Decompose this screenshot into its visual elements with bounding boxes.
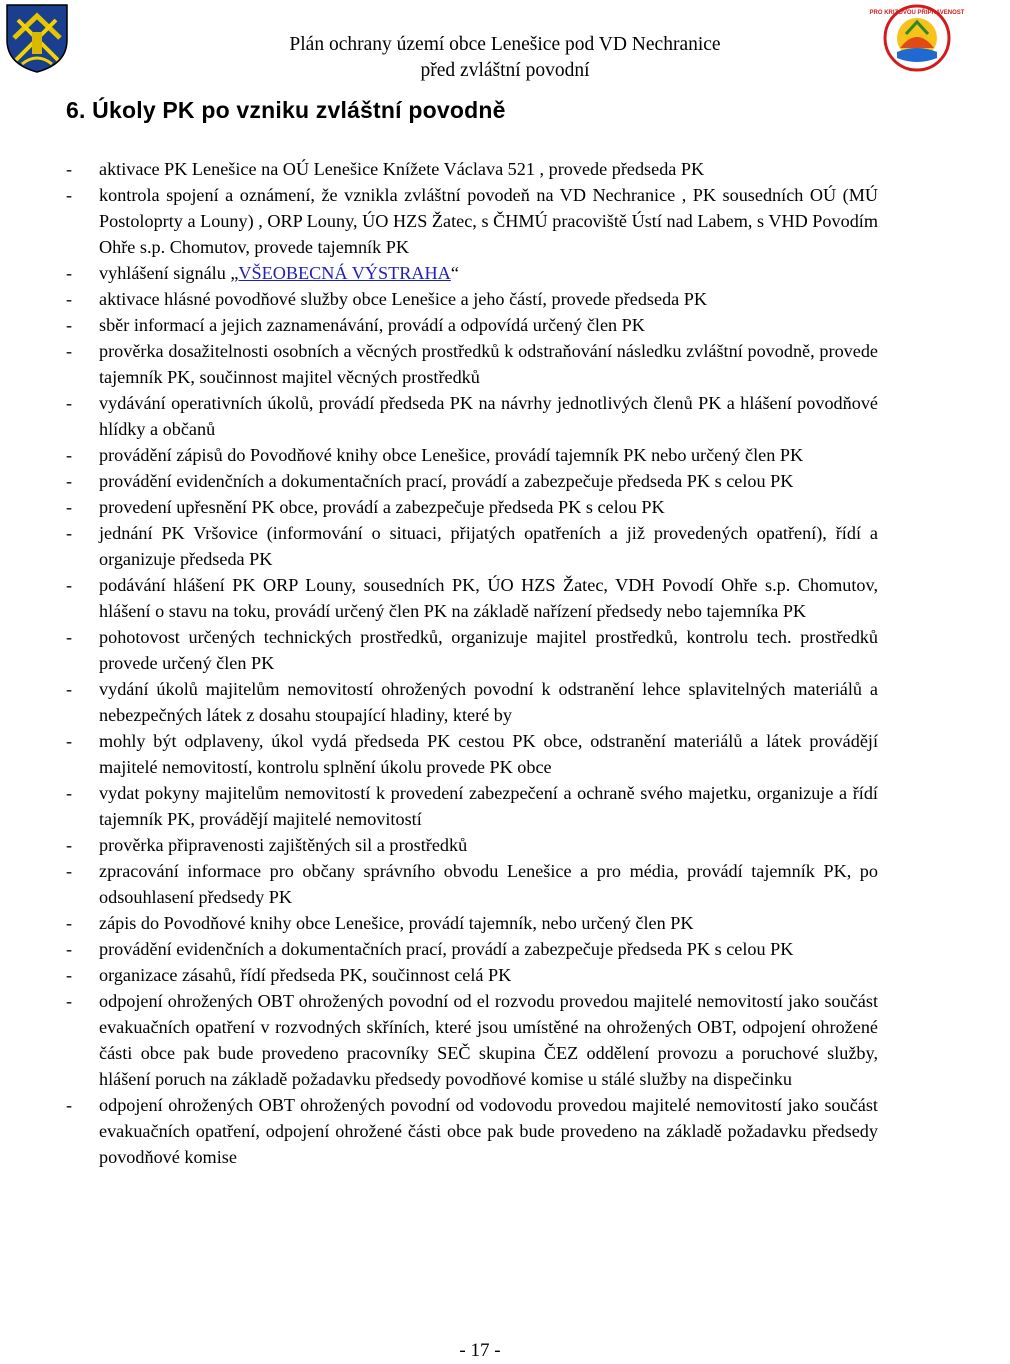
list-item [66, 156, 878, 182]
list-marker: - [66, 315, 73, 335]
list-item-text: pohotovost určených technických prostředků, organizuje majitel prostředků, kontrolu tech. prostředků provede určený člen PK [99, 627, 878, 673]
list-marker: - [66, 835, 73, 855]
list-item-text: odpojení ohrožených OBT ohrožených povodní od vodovodu provedou majitelé nemovitostí jako součást evakuačních opatření, odpojení ohrožené části obce pak bude provedeno na základě požadavku předsedy povodňové komise [99, 1095, 878, 1167]
list-item-text: aktivace hlásné povodňové služby obce Lenešice a jeho částí, provede předseda PK [99, 289, 708, 309]
list-marker: - [66, 1095, 73, 1115]
list-item-text: podávání hlášení PK ORP Louny, sousedních PK, ÚO HZS Žatec, VDH Povodí Ohře s.p. Chomutov, hlášení o stavu na toku, provádí určený člen PK na základě nařízení předsedy nebo tajemníka PK [99, 575, 878, 621]
list-item-text: prověrka připravenosti zajištěných sil a prostředků [99, 835, 468, 855]
list-item-text: zápis do Povodňové knihy obce Lenešice, provádí tajemník, nebo určený člen PK [99, 913, 694, 933]
list-marker: - [66, 497, 73, 517]
document-title: Plán ochrany území obce Lenešice pod VD Nechranice [289, 34, 721, 55]
list-marker: - [66, 185, 73, 205]
list-item-text: vydat pokyny majitelům nemovitostí k provedení zabezpečení a ochraně svého majetku, organizuje a řídí tajemník PK, provádějí majitelé nemovitostí [99, 783, 878, 829]
list-marker: - [66, 159, 73, 179]
list-marker: - [66, 679, 73, 699]
list-marker: - [66, 393, 73, 413]
page-number: - 17 - [459, 1340, 501, 1361]
list-marker: - [66, 731, 73, 751]
list-item-text: aktivace PK Lenešice na OÚ Lenešice Knížete Václava 521 , provede předseda PK [99, 159, 705, 179]
list-marker: - [66, 783, 73, 803]
list-item-text: provádění zápisů do Povodňové knihy obce Lenešice, provádí tajemník PK nebo určený člen PK [99, 445, 804, 465]
list-item-text: kontrola spojení a oznámení, že vznikla zvláštní povodeň na VD Nechranice , PK sousedních OÚ (MÚ Postoloprty a Louny) , ORP Louny, ÚO HZS Žatec, s ČHMÚ pracoviště Ústí nad Labem, s VHD Povodím Ohře s.p. Chomutov, provede tajemník PK [99, 185, 878, 257]
page-header [0, 0, 965, 90]
list-item [66, 676, 878, 728]
crisis-plan-emblem [869, 4, 965, 72]
list-item [66, 390, 878, 442]
list-marker: - [66, 523, 73, 543]
list-item [66, 1092, 878, 1170]
list-item [66, 572, 878, 624]
list-item-text: jednání PK Vršovice (informování o situaci, přijatých opatřeních a již provedených opatření), řídí a organizuje předseda PK [99, 523, 878, 569]
list-item-text: prověrka dosažitelnosti osobních a věcných prostředků k odstraňování následku zvláštní povodně, provede tajemník PK, součinnost majitel věcných prostředků [99, 341, 878, 387]
alarm-prefix: vyhlášení signálu „ [99, 263, 239, 283]
list-marker: - [66, 575, 73, 595]
list-marker: - [66, 861, 73, 881]
list-item [66, 780, 878, 832]
list-marker: - [66, 991, 73, 1011]
alarm-suffix: “ [450, 263, 459, 283]
list-item-text: vydávání operativních úkolů, provádí předseda PK na návrhy jednotlivých členů PK a hlášení povodňové hlídky a občanů [99, 393, 878, 439]
list-item [66, 988, 878, 1092]
list-item [66, 338, 878, 390]
list-marker: - [66, 445, 73, 465]
list-item [66, 624, 878, 676]
list-item-alarm [66, 260, 878, 286]
section-heading: 6. Úkoly PK po vzniku zvláštní povodně [66, 97, 506, 123]
list-item [66, 312, 878, 338]
list-item [66, 182, 878, 260]
list-item [66, 962, 878, 988]
document-subtitle: před zvláštní povodní [420, 60, 590, 81]
emblem-text: PRO KRIZOVOU PŘIPRAVENOST [869, 10, 965, 16]
list-marker: - [66, 289, 73, 309]
alarm-signal-link[interactable]: VŠEOBECNÁ VÝSTRAHA [238, 263, 451, 283]
list-item [66, 910, 878, 936]
list-item [66, 858, 878, 910]
list-item-text: organizace zásahů, řídí předseda PK, součinnost celá PK [99, 965, 512, 985]
list-marker: - [66, 913, 73, 933]
list-marker: - [66, 341, 73, 361]
task-list [66, 156, 878, 1170]
list-item-text: zpracování informace pro občany správního obvodu Lenešice a pro média, provádí tajemník PK, po odsouhlasení předsedy PK [99, 861, 878, 907]
list-item [66, 728, 878, 780]
list-item-text: odpojení ohrožených OBT ohrožených povodní od el rozvodu provedou majitelé nemovitostí jako součást evakuačních opatření v rozvodných skříních, které jsou umístěné na ohrožených OBT, odpojení ohrožené části obce pak bude provedeno pracovníky SEČ skupina ČEZ oddělení provozu a poruchové služby, hlášení poruch na základě požadavku předsedy povodňové komise u stálé služby na dispečinku [99, 991, 878, 1089]
list-item [66, 520, 878, 572]
list-item-text: provádění evidenčních a dokumentačních prací, provádí a zabezpečuje předseda PK s celou PK [99, 939, 794, 959]
list-marker: - [66, 627, 73, 647]
list-marker: - [66, 939, 73, 959]
list-item-text: vydání úkolů majitelům nemovitostí ohrožených povodní k odstranění lehce splavitelných materiálů a nebezpečných látek z dosahu stoupající hladiny, které by [99, 679, 878, 725]
list-item [66, 286, 878, 312]
list-marker: - [66, 965, 73, 985]
list-item [66, 832, 878, 858]
list-item-text: provádění evidenčních a dokumentačních prací, provádí a zabezpečuje předseda PK s celou PK [99, 471, 794, 491]
list-marker: - [66, 263, 73, 283]
list-item-text: provedení upřesnění PK obce, provádí a zabezpečuje předseda PK s celou PK [99, 497, 665, 517]
list-item [66, 494, 878, 520]
list-marker: - [66, 471, 73, 491]
list-item-text: sběr informací a jejich zaznamenávání, provádí a odpovídá určený člen PK [99, 315, 645, 335]
list-item [66, 468, 878, 494]
list-item [66, 442, 878, 468]
list-item [66, 936, 878, 962]
list-item-text: mohly být odplaveny, úkol vydá předseda PK cestou PK obce, odstranění materiálů a látek provádějí majitelé nemovitostí, kontrolu splnění úkolu provede PK obce [99, 731, 878, 777]
